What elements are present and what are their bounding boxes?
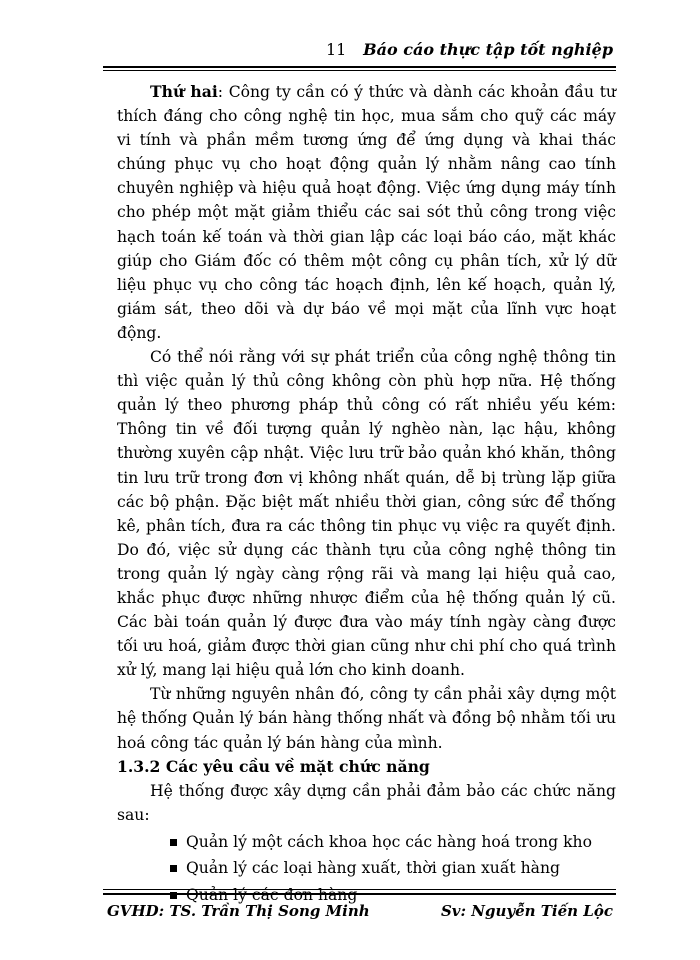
list-item-text: Quản lý các loại hàng xuất, thời gian xuất hàng (186, 859, 560, 878)
footer-student: Sv: Nguyễn Tiến Lộc (440, 902, 613, 920)
requirements-list (117, 829, 616, 909)
header-page-number: 11 (326, 40, 347, 59)
list-item-text: Quản lý một cách khoa học các hàng hoá trong kho (186, 832, 592, 851)
header-title: Báo cáo thực tập tốt nghiệp (363, 40, 613, 59)
footer-rule-thin (103, 889, 616, 890)
square-bullet-icon (170, 865, 177, 872)
body-text (117, 80, 616, 908)
paragraph-1-text: : Công ty cần có ý thức và dành các khoản đầu tư thích đáng cho công nghệ tin học, mua sắm cho quỹ các máy vi tính và phần mềm tương ứng để ứng dụng và khai thác chúng phục vụ cho hoạt động quản lý nhằm nâng cao tính chuyên nghiệp và hiệu quả hoạt động. Việc ứng dụng máy tính cho phép một mặt giảm thiểu các sai sót thủ công trong việc hạch toán kế toán và thời gian lập các loại báo cáo, mặt khác giúp cho Giám đốc có thêm một công cụ phân tích, xử lý dữ liệu phục vụ cho công tác hoạch định, lên kế hoạch, quản lý, giám sát, theo dõi và dự báo về mọi mặt của lĩnh vực hoạt động. (117, 83, 616, 342)
footer-supervisor: GVHD: TS. Trần Thị Song Minh (107, 902, 370, 920)
header-rule-thick (103, 66, 616, 68)
section-intro: Hệ thống được xây dựng cần phải đảm bảo các chức năng sau: (117, 781, 616, 824)
paragraph-1 (117, 80, 616, 345)
list-item (117, 829, 616, 856)
paragraph-1-lead: Thứ hai (150, 82, 218, 101)
footer-rule-thick (103, 893, 616, 895)
header-rule-thin (103, 70, 616, 71)
list-item (117, 855, 616, 882)
square-bullet-icon (170, 839, 177, 846)
paragraph-3: Từ những nguyên nhân đó, công ty cần phải xây dựng một hệ thống Quản lý bán hàng thống nhất và đồng bộ nhằm tối ưu hoá công tác quản lý bán hàng của mình. (117, 685, 616, 752)
section-heading: 1.3.2 Các yêu cầu về mặt chức năng (117, 756, 430, 776)
paragraph-2: Có thể nói rằng với sự phát triển của công nghệ thông tin thì việc quản lý thủ công không còn phù hợp nữa. Hệ thống quản lý theo phương pháp thủ công có rất nhiều yếu kém: Thông tin về đối tượng quản lý nghèo nàn, lạc hậu, không thường xuyên cập nhật. Việc lưu trữ bảo quản khó khăn, thông tin lưu trữ trong đơn vị không nhất quán, dễ bị trùng lặp giữa các bộ phận. Đặc biệt mất nhiều thời gian, công sức để thống kê, phân tích, đưa ra các thông tin phục vụ việc ra quyết định. Do đó, việc sử dụng các thành tựu của công nghệ thông tin trong quản lý ngày càng rộng rãi và mang lại hiệu quả cao, khắc phục được những nhược điểm của hệ thống quản lý cũ. Các bài toán quản lý được đưa vào máy tính ngày càng được tối ưu hoá, giảm được thời gian cũng như chi phí cho quá trình xử lý, mang lại hiệu quả lớn cho kinh doanh. (117, 348, 616, 680)
